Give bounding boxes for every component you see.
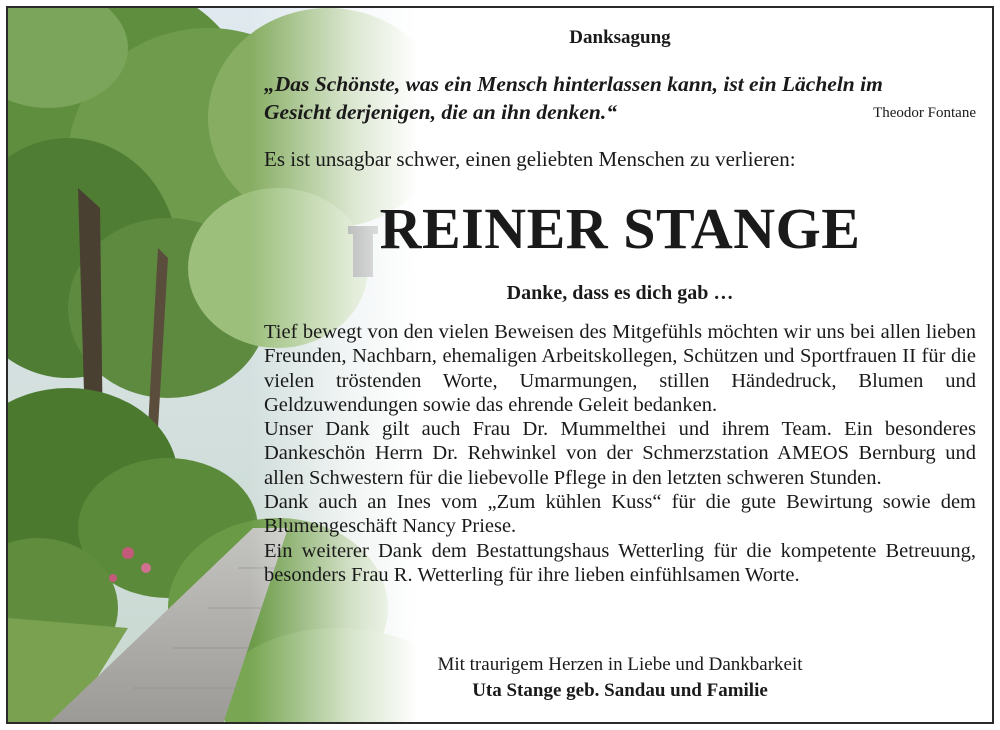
subline: Danke, dass es dich gab … (506, 282, 734, 304)
quote-author: Theodor Fontane (873, 105, 976, 121)
signature: Uta Stange geb. Sandau und Familie (472, 680, 768, 701)
deceased-name: REINER STANGE (379, 196, 861, 261)
notice-heading: Danksagung (569, 27, 671, 48)
closing-line: Mit traurigem Herzen in Liebe und Dankbarkeit (437, 654, 803, 675)
thanks-paragraph-4: Ein weiterer Dank dem Bestattungshaus Wetterling für die kompetente Betreuung, besonders Frau R. Wetterling für ihre lieben einfühlsamen Worte. (264, 539, 976, 586)
quote-line-2-row (264, 98, 976, 126)
quote-line-2: Gesicht derjenigen, die an ihn denken.“ (264, 100, 617, 124)
notice-text (264, 8, 976, 724)
closing (264, 652, 976, 704)
thanks-body (264, 320, 976, 587)
notice-frame (6, 6, 994, 724)
thanks-paragraph-3: Dank auch an Ines vom „Zum kühlen Kuss“ für die gute Bewirtung sowie dem Blumengeschäft Nancy Priese. (264, 491, 976, 538)
thanks-paragraph-1: Tief bewegt von den vielen Beweisen des Mitgefühls möchten wir uns bei allen lieben Freunden, Nachbarn, ehemaligen Arbeitskollegen, Schützen und Sportfrauen II für die vielen tröstenden Worte, Umarmungen, stillen Händedruck, Blumen und Geldzuwendungen sowie das ehrende Geleit bedanken. (264, 321, 976, 416)
thanks-paragraph-2: Unser Dank gilt auch Frau Dr. Mummelthei und ihrem Team. Ein besonderes Dankeschön Herrn Dr. Rehwinkel von der Schmerzstation AMEOS Bernburg und allen Schwestern für die liebevolle Pflege in den letzten schweren Stunden. (264, 418, 976, 489)
intro-text: Es ist unsagbar schwer, einen geliebten Menschen zu verlieren: (264, 147, 796, 171)
quote-line-1: „Das Schönste, was ein Mensch hinterlassen kann, ist ein Lächeln im (264, 72, 883, 96)
